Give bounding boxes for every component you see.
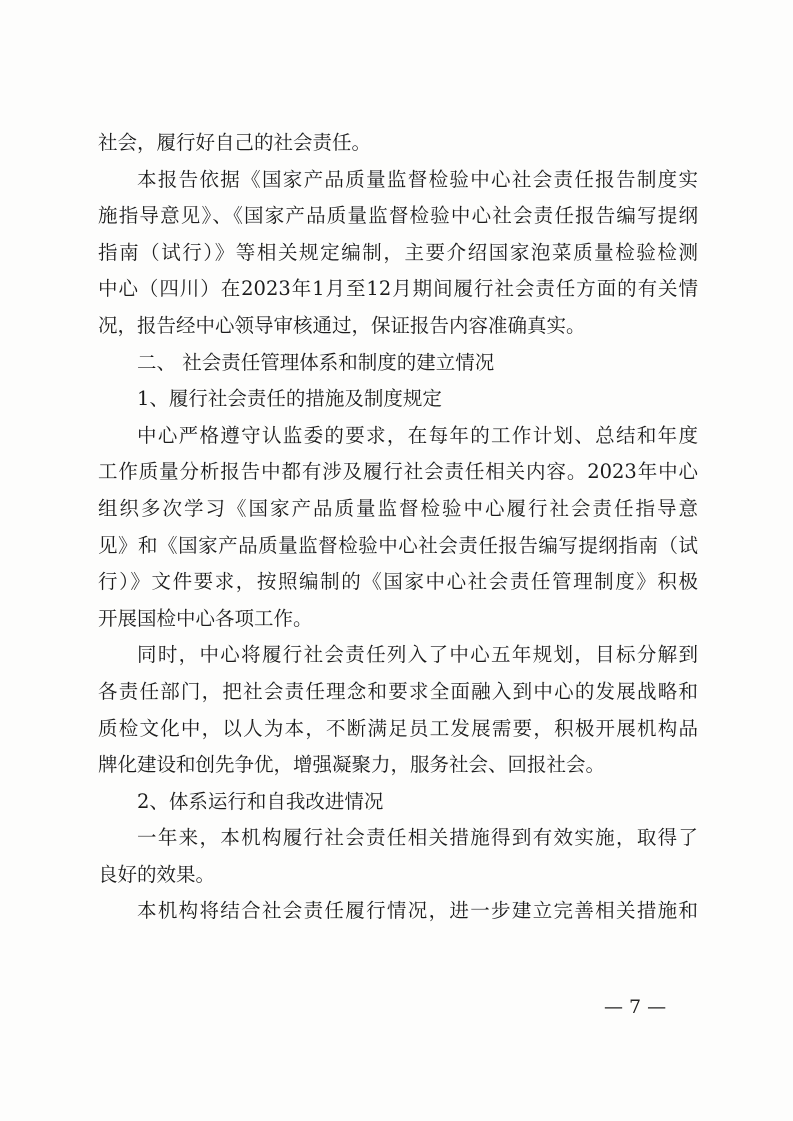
text-line: 中心（四川）在2023年1月至12月期间履行社会责任方面的有关情 xyxy=(98,277,698,301)
text-line: 同时，中心将履行社会责任列入了中心五年规划，目标分解到 xyxy=(137,643,698,667)
text-line: 一年来，本机构履行社会责任相关措施得到有效实施，取得了 xyxy=(137,826,698,850)
text-line: 施指导意见》、《国家产品质量监督检验中心社会责任报告编写提纲 xyxy=(98,204,698,228)
text-line: 牌化建设和创先争优，增强凝聚力，服务社会、回报社会。 xyxy=(98,753,606,777)
text-line: 质检文化中，以人为本，不断满足员工发展需要，积极开展机构品 xyxy=(98,716,698,740)
document-body xyxy=(98,125,698,930)
text-line: 行）》文件要求，按照编制的《国家中心社会责任管理制度》积极 xyxy=(98,570,698,594)
text-line: 见》和《国家产品质量监督检验中心社会责任报告编写提纲指南（试 xyxy=(98,533,698,557)
text-line: 组织多次学习《国家产品质量监督检验中心履行社会责任指导意 xyxy=(98,496,698,520)
page-number: — 7 — xyxy=(604,996,667,1018)
text-line: 2、体系运行和自我改进情况 xyxy=(137,789,384,813)
text-line: 各责任部门，把社会责任理念和要求全面融入到中心的发展战略和 xyxy=(98,679,698,703)
text-line: 况，报告经中心领导审核通过，保证报告内容准确真实。 xyxy=(98,313,586,337)
text-line: 社会，履行好自己的社会责任。 xyxy=(98,131,372,154)
text-line: 本报告依据《国家产品质量监督检验中心社会责任报告制度实 xyxy=(137,167,698,191)
text-line: 指南（试行）》等相关规定编制，主要介绍国家泡菜质量检验检测 xyxy=(98,240,698,264)
text-line: 本机构将结合社会责任履行情况，进一步建立完善相关措施和 xyxy=(137,899,698,923)
text-line: 工作质量分析报告中都有涉及履行社会责任相关内容。2023年中心 xyxy=(98,460,698,484)
text-line: 1、履行社会责任的措施及制度规定 xyxy=(137,387,442,411)
text-line: 中心严格遵守认监委的要求，在每年的工作计划、总结和年度 xyxy=(137,423,698,447)
text-line: 开展国检中心各项工作。 xyxy=(98,606,313,630)
text-line: 二、 社会责任管理体系和制度的建立情况 xyxy=(137,350,495,374)
text-line: 良好的效果。 xyxy=(98,862,216,886)
